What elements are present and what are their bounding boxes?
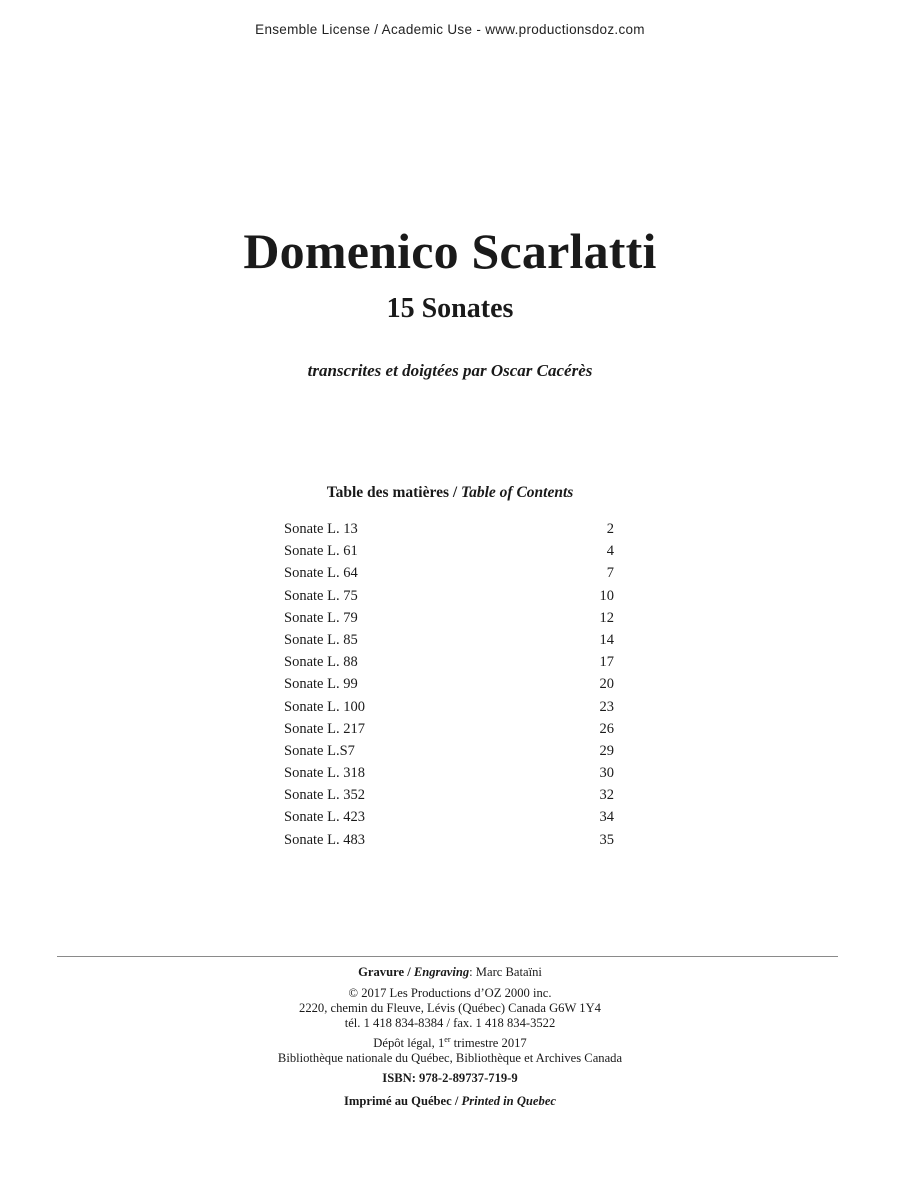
libraries-line: Bibliothèque nationale du Québec, Bibliothèque et Archives Canada — [277, 1051, 623, 1065]
toc-entry-title: Sonate L. 100 — [284, 698, 365, 715]
address-line: 2220, chemin du Fleuve, Lévis (Québec) Canada G6W 1Y4 — [299, 1001, 601, 1015]
toc-entry-page: 34 — [599, 809, 614, 826]
legal-deposit-line — [0, 1036, 900, 1051]
toc-entry[interactable] — [284, 585, 614, 607]
toc-entry[interactable] — [284, 540, 614, 562]
toc-entry-title: Sonate L. 318 — [284, 765, 365, 782]
toc-entry[interactable] — [284, 629, 614, 651]
transcriber-credit: transcrites et doigtées par Oscar Cacérès — [307, 361, 593, 380]
toc-entry-page: 12 — [599, 609, 614, 626]
toc-entry-page: 23 — [599, 698, 614, 715]
toc-entry-title: Sonate L. 79 — [284, 609, 358, 626]
toc-entry-page: 4 — [606, 543, 614, 560]
toc-entry[interactable] — [284, 806, 614, 828]
engraving-credit — [0, 965, 900, 980]
engraving-name: : Marc Bataïni — [469, 965, 542, 979]
toc-entry-title: Sonate L.S7 — [284, 742, 355, 759]
toc-entry-page: 20 — [599, 676, 614, 693]
toc-entry[interactable] — [284, 607, 614, 629]
toc-heading-separator: / — [448, 484, 462, 501]
toc-entry-page: 17 — [599, 654, 614, 671]
toc-entry-title: Sonate L. 423 — [284, 809, 365, 826]
toc-entry[interactable] — [284, 718, 614, 740]
toc-entry[interactable] — [284, 740, 614, 762]
toc-entry-title: Sonate L. 75 — [284, 587, 358, 604]
toc-entry-page: 10 — [599, 587, 614, 604]
toc-entry[interactable] — [284, 829, 614, 851]
engraving-separator: / — [404, 965, 414, 979]
toc-entry-page: 35 — [599, 831, 614, 848]
isbn-line: ISBN: 978-2-89737-719-9 — [382, 1071, 518, 1085]
toc-entry-title: Sonate L. 13 — [284, 521, 358, 537]
toc-entry-page: 29 — [599, 742, 614, 759]
phone-line: tél. 1 418 834-8384 / fax. 1 418 834-3522 — [344, 1016, 556, 1030]
toc-entry-title: Sonate L. 85 — [284, 631, 358, 648]
toc-entry[interactable] — [284, 562, 614, 584]
toc-entry[interactable] — [284, 518, 614, 540]
printed-line — [0, 1094, 900, 1109]
deposit-suffix: trimestre 2017 — [450, 1036, 527, 1050]
printed-fr: Imprimé au Québec — [344, 1094, 452, 1108]
toc-entry-title: Sonate L. 217 — [284, 720, 365, 737]
printed-separator: / — [451, 1094, 462, 1108]
toc-entry-title: Sonate L. 99 — [284, 676, 358, 693]
toc-entry[interactable] — [284, 784, 614, 806]
deposit-prefix: Dépôt légal, 1 — [373, 1036, 445, 1050]
toc-heading — [0, 484, 900, 502]
toc-entry-title: Sonate L. 88 — [284, 654, 358, 671]
printed-en: Printed in Quebec — [461, 1094, 556, 1108]
copyright-line: © 2017 Les Productions d’OZ 2000 inc. — [348, 986, 552, 1000]
toc-entry[interactable] — [284, 696, 614, 718]
toc-entry[interactable] — [284, 762, 614, 784]
toc-entry-page: 2 — [606, 521, 614, 537]
engraving-label-fr: Gravure — [358, 965, 405, 979]
toc-entry-page: 7 — [606, 565, 614, 582]
toc-entry[interactable] — [284, 673, 614, 695]
toc-entry-page: 26 — [599, 720, 614, 737]
toc-entry-title: Sonate L. 64 — [284, 565, 358, 582]
toc-heading-en: Table of Contents — [461, 484, 574, 501]
toc-entry-page: 14 — [599, 631, 614, 648]
work-subtitle: 15 Sonates — [386, 293, 514, 324]
toc-entry-title: Sonate L. 352 — [284, 787, 365, 804]
toc-entry-title: Sonate L. 61 — [284, 543, 358, 560]
deposit-superscript: er — [444, 1034, 451, 1044]
toc-entry-page: 30 — [599, 765, 614, 782]
toc-heading-fr: Table des matières — [326, 484, 449, 501]
composer-title: Domenico Scarlatti — [243, 223, 657, 279]
toc-entry-title: Sonate L. 483 — [284, 831, 365, 848]
license-header: Ensemble License / Academic Use - www.productionsdoz.com — [255, 22, 645, 37]
engraving-label-en: Engraving — [413, 965, 470, 979]
toc-entry-page: 32 — [599, 787, 614, 804]
footer-divider — [57, 956, 838, 957]
toc-list — [284, 518, 614, 851]
toc-entry[interactable] — [284, 651, 614, 673]
